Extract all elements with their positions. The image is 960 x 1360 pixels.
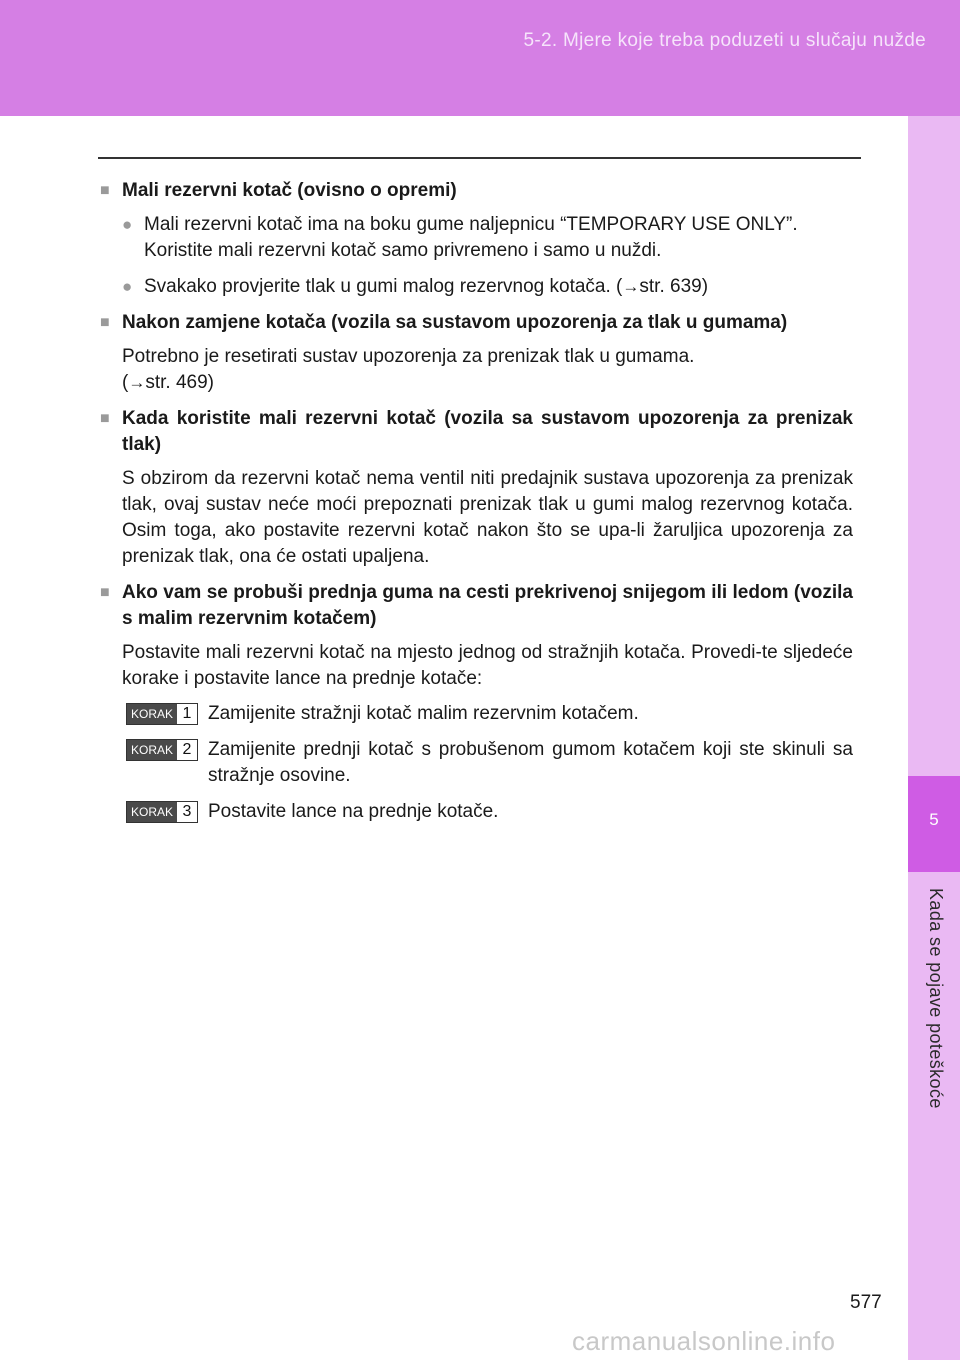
chapter-title: Kada se pojave poteškoće [926, 888, 946, 1109]
top-divider [98, 157, 861, 159]
section-title: Mali rezervni kotač (ovisno o opremi) [122, 180, 457, 201]
step-2 [126, 737, 853, 789]
step-badge: KORAK 3 [126, 801, 198, 823]
right-arrow-icon: → [622, 277, 640, 296]
chapter-number: 5 [929, 810, 939, 829]
step-text: Postavite lance na prednje kotače. [208, 801, 499, 822]
step-1 [126, 701, 853, 727]
page-content [100, 178, 853, 835]
square-icon: ■ [100, 314, 110, 331]
page-number: 577 [850, 1292, 882, 1313]
step-badge: KORAK 2 [126, 739, 198, 761]
section-title: Nakon zamjene kotača (vozila sa sustavom upozorenja za tlak u gumama) [122, 312, 788, 333]
list-item [122, 274, 853, 300]
page-reference: str. 639) [639, 276, 709, 297]
square-icon: ■ [100, 410, 110, 427]
section-spare-wheel [100, 178, 853, 300]
section-title: Kada koristite mali rezervni kotač (vozila sa sustavom upozorenja za prenizak tlak) [122, 408, 853, 455]
square-icon: ■ [100, 584, 110, 601]
list-item [122, 212, 853, 264]
section-paragraph: S obzirom da rezervni kotač nema ventil niti predajnik sustava upozorenja za prenizak tlak, ovaj sustav neće moći prepoznati prenizak tlak u gumi malog rezervnog kotača. Osim toga, ako postavite rezervni kotač nakon što se upa-li žaruljica upozorenja za prenizak tlak, ona će ostati upaljena. [122, 468, 853, 567]
bullet-text: Koristite mali rezervni kotač samo privremeno i samo u nuždi. [144, 240, 662, 261]
circle-bullet-icon: ● [122, 215, 133, 234]
section-snow-ice [100, 580, 853, 825]
bullet-text: Svakako provjerite tlak u gumi malog rezervnog kotača. ( [144, 276, 623, 297]
section-paragraph: Postavite mali rezervni kotač na mjesto jednog od stražnjih kotača. Provedi-te sljedeće korake i postavite lance na prednje kotače: [122, 642, 853, 689]
section-spare-tpms [100, 406, 853, 570]
watermark: carmanualsonline.info [572, 1326, 836, 1356]
step-badge: KORAK 1 [126, 703, 198, 725]
section-after-replacement [100, 310, 853, 396]
circle-bullet-icon: ● [122, 277, 133, 296]
page-header [0, 0, 960, 116]
square-icon: ■ [100, 182, 110, 199]
bullet-text: Mali rezervni kotač ima na boku gume naljepnicu “TEMPORARY USE ONLY”. [144, 214, 798, 235]
section-paragraph: Potrebno je resetirati sustav upozorenja za prenizak tlak u gumama. (→str. 469) [122, 346, 695, 393]
header-title: 5-2. Mjere koje treba poduzeti u slučaju nužde [523, 30, 926, 51]
section-title: Ako vam se probuši prednja guma na cesti prekrivenoj snijegom ili ledom (vozila s malim rezervnim kotačem) [122, 582, 853, 629]
side-strip [908, 116, 960, 1360]
step-text: Zamijenite stražnji kotač malim rezervnim kotačem. [208, 703, 639, 724]
page-reference: str. 469) [145, 372, 214, 393]
step-3 [126, 799, 853, 825]
step-text: Zamijenite prednji kotač s probušenom gumom kotačem koji ste skinuli sa stražnje osovine. [208, 739, 853, 786]
right-arrow-icon: → [128, 373, 146, 392]
